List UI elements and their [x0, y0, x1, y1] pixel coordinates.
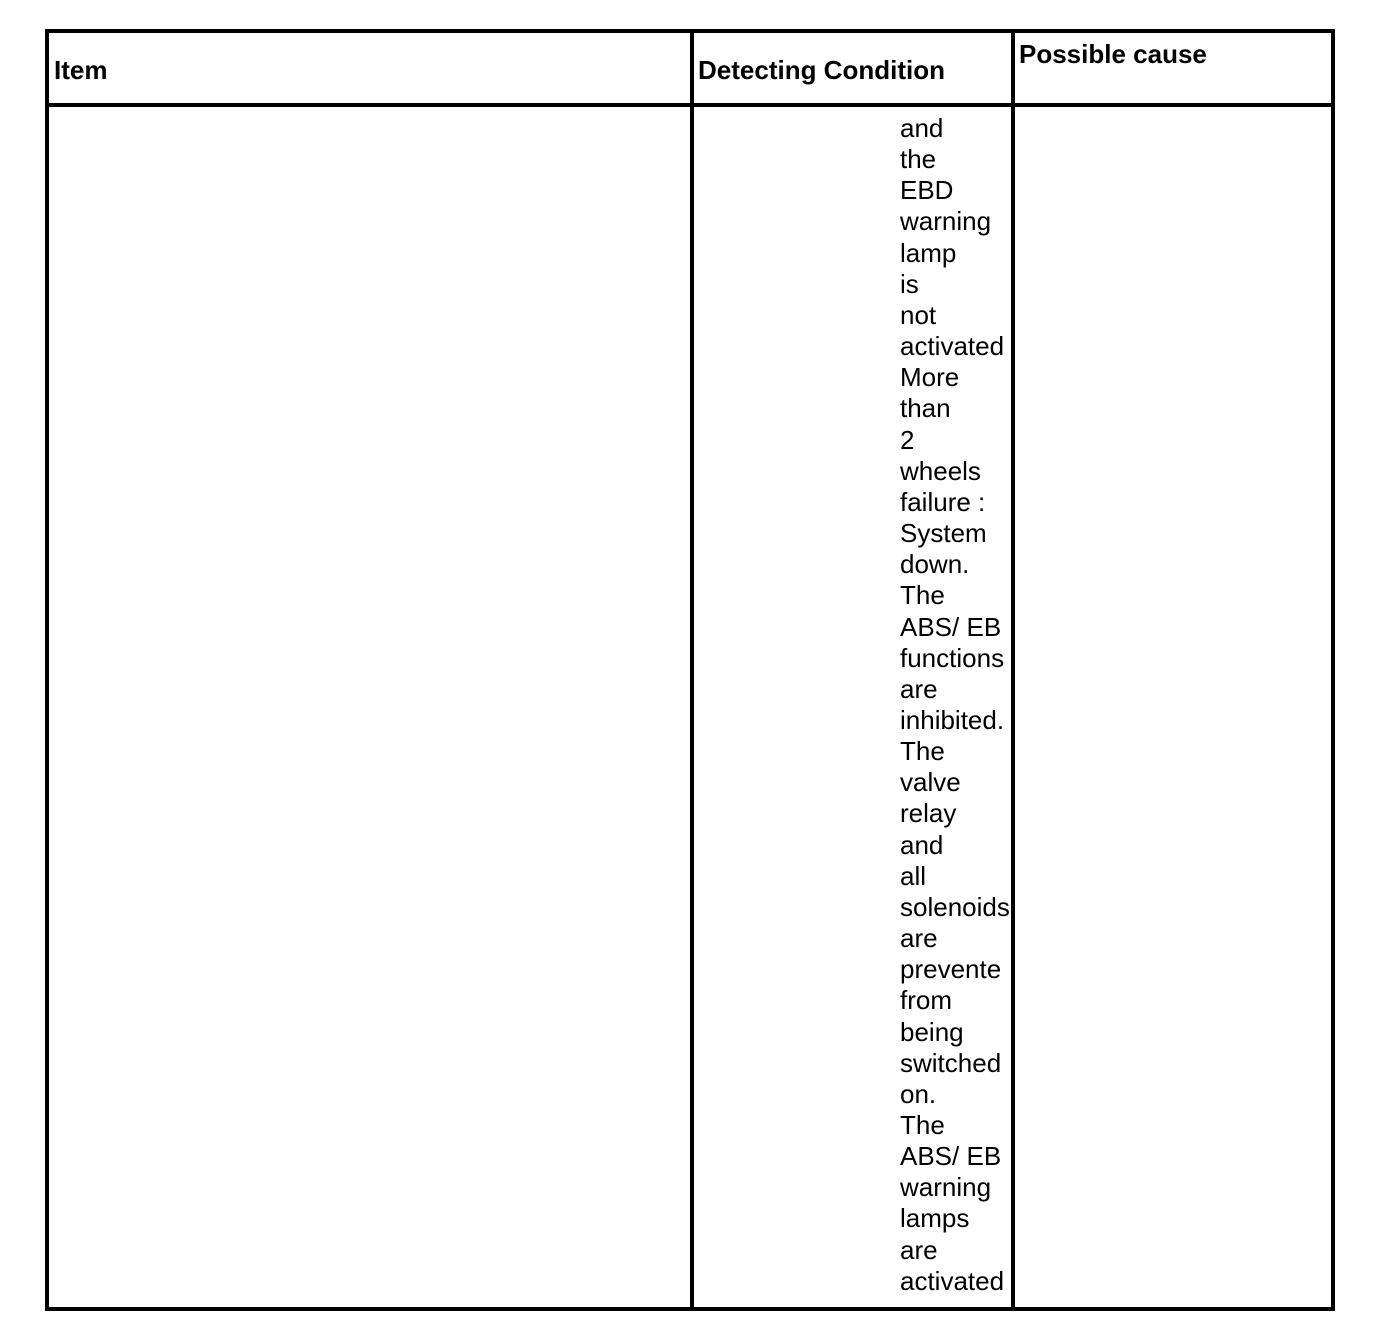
condition-word: More: [900, 362, 960, 393]
dtc-table: [45, 29, 1335, 1311]
column-divider-condition-cause: [1011, 33, 1015, 1307]
condition-word: System: [900, 518, 987, 549]
condition-word: failure :: [900, 486, 986, 517]
header-possible-cause: Possible cause: [1019, 39, 1207, 69]
header-item: Item: [54, 55, 108, 85]
condition-word: are: [900, 923, 938, 954]
condition-word: relay: [900, 798, 957, 829]
condition-word: valve: [900, 767, 961, 798]
condition-word: activated: [900, 331, 1005, 362]
detecting-condition-text: [900, 113, 1010, 1297]
condition-word: down.: [900, 549, 970, 580]
condition-word: The: [900, 736, 945, 767]
condition-word: warning: [900, 1172, 992, 1203]
cell-detecting-condition: [694, 107, 1011, 1307]
condition-word: ABS/ EB: [900, 611, 1002, 642]
condition-word: The: [900, 1110, 945, 1140]
condition-word: on.: [900, 1078, 937, 1109]
condition-word: all: [900, 860, 927, 891]
condition-word: and: [900, 113, 944, 143]
condition-word: are: [900, 1234, 938, 1265]
condition-word: EBD: [900, 175, 954, 206]
condition-word: activated: [900, 1265, 1005, 1296]
condition-word: ABS/ EB: [900, 1141, 1002, 1172]
condition-word: lamps: [900, 1203, 970, 1234]
condition-word: are: [900, 673, 938, 704]
condition-word: is: [900, 268, 919, 299]
condition-word: and: [900, 829, 944, 860]
header-detecting-condition: Detecting Condition: [698, 55, 945, 85]
condition-word: inhibited.: [900, 704, 1005, 735]
condition-word: warning: [900, 206, 992, 237]
condition-word: lamp: [900, 237, 957, 268]
condition-word: solenoids: [900, 891, 1010, 922]
condition-word: not: [900, 299, 937, 330]
condition-word: from: [900, 985, 952, 1016]
condition-word: being: [900, 1016, 964, 1047]
condition-word: The: [900, 580, 945, 611]
condition-word: than: [900, 393, 951, 424]
condition-word: the: [900, 144, 937, 175]
condition-word: switched: [900, 1047, 1002, 1078]
condition-word: 2: [900, 424, 915, 455]
header-row-divider: [49, 103, 1331, 107]
condition-word: functions: [900, 642, 1005, 673]
condition-word: wheels: [900, 455, 981, 486]
condition-word: prevente: [900, 954, 1002, 985]
